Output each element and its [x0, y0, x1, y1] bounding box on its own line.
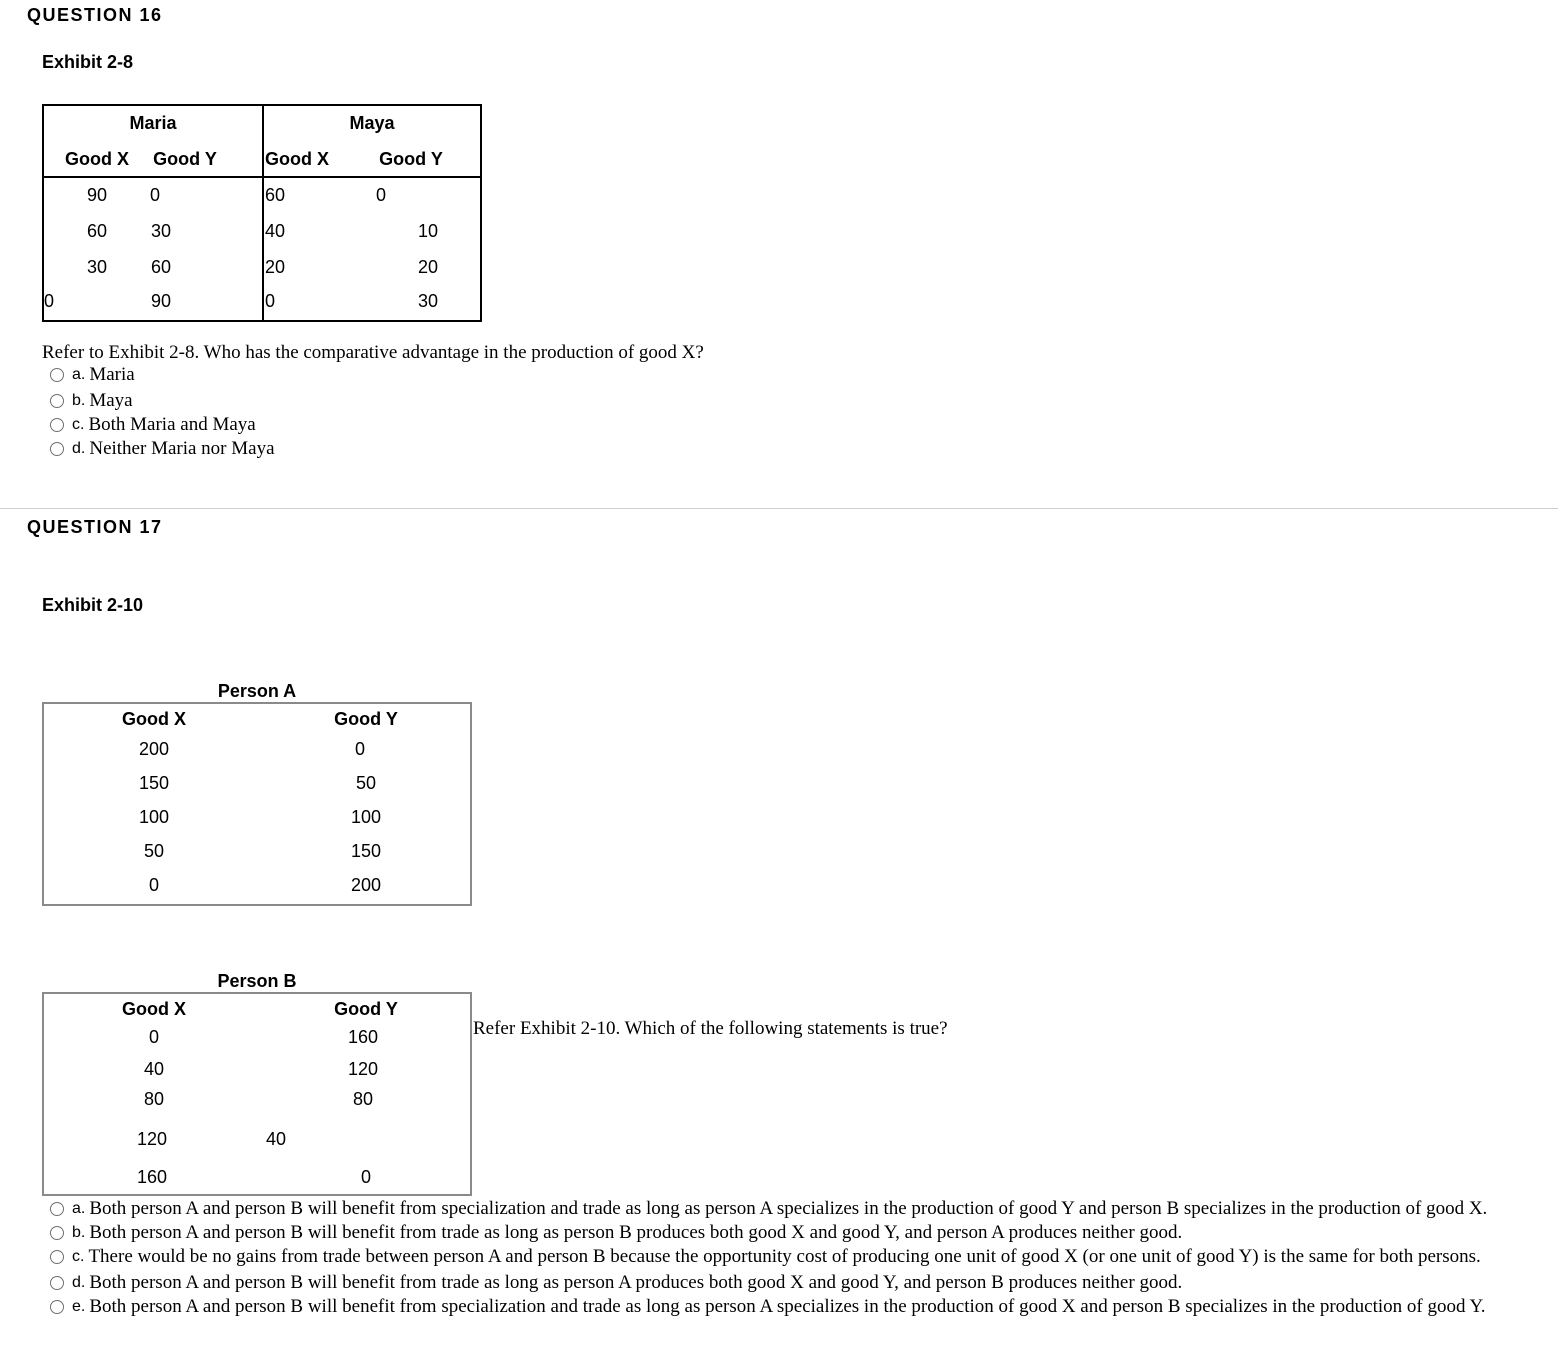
table-cell: 50: [143, 841, 165, 861]
table-cell: 20: [265, 257, 286, 277]
exhibit-2-8-column-divider: [262, 104, 264, 322]
person-b-table: [42, 992, 472, 1196]
table-cell: 40: [265, 221, 286, 241]
maya-good-x-header: Good X: [265, 149, 329, 169]
q17-option-a[interactable]: [50, 1198, 1487, 1220]
option-letter: c.: [72, 1248, 85, 1265]
option-letter: b.: [72, 1224, 86, 1241]
table-cell: 80: [352, 1089, 374, 1109]
table-cell: 20: [417, 257, 439, 277]
radio-button-icon[interactable]: [50, 368, 64, 382]
table-cell: 160: [347, 1027, 379, 1047]
maria-good-y-header: Good Y: [153, 149, 217, 169]
option-letter: d.: [72, 1274, 86, 1291]
q17-option-c[interactable]: [50, 1246, 1481, 1268]
table-cell: 60: [150, 257, 172, 277]
option-text: Maya: [89, 390, 133, 411]
option-letter: e.: [72, 1298, 86, 1315]
radio-button-icon[interactable]: [50, 394, 64, 408]
table-cell: 60: [86, 221, 108, 241]
person-a-good-x-header: Good X: [122, 709, 186, 729]
radio-button-icon[interactable]: [50, 1250, 64, 1264]
table-cell: 40: [143, 1059, 165, 1079]
q16-option-a[interactable]: [50, 364, 135, 386]
option-letter: a.: [72, 1200, 86, 1217]
maria-good-x-header: Good X: [65, 149, 129, 169]
radio-button-icon[interactable]: [50, 418, 64, 432]
table-cell: 200: [138, 739, 170, 759]
maya-header: Maya: [349, 113, 395, 133]
table-cell: 10: [417, 221, 439, 241]
table-cell: 40: [265, 1129, 287, 1149]
table-cell: 80: [143, 1089, 165, 1109]
table-cell: 50: [355, 773, 377, 793]
table-cell: 90: [150, 291, 172, 311]
table-cell: 30: [86, 257, 108, 277]
table-cell: 120: [347, 1059, 379, 1079]
option-letter: a.: [72, 366, 86, 383]
person-a-good-y-header: Good Y: [334, 709, 398, 729]
person-a-table: [42, 702, 472, 906]
radio-button-icon[interactable]: [50, 1226, 64, 1240]
q16-option-b[interactable]: [50, 390, 133, 412]
table-cell: 0: [44, 291, 55, 311]
table-cell: 150: [138, 773, 170, 793]
maria-header: Maria: [129, 113, 177, 133]
option-text: Maria: [89, 364, 135, 385]
option-text: Both person A and person B will benefit from specialization and trade as long as person A specializes in the production of good X and person B specializes in the production of good Y.: [89, 1296, 1486, 1317]
exhibit-2-8-header-divider: [42, 176, 482, 178]
table-cell: 200: [350, 875, 382, 895]
question-17-text: Refer Exhibit 2-10. Which of the following statements is true?: [473, 1018, 948, 1039]
radio-button-icon[interactable]: [50, 1202, 64, 1216]
q17-option-e[interactable]: [50, 1296, 1486, 1318]
q16-option-c[interactable]: [50, 414, 256, 436]
radio-button-icon[interactable]: [50, 1300, 64, 1314]
option-letter: d.: [72, 440, 86, 457]
radio-button-icon[interactable]: [50, 1276, 64, 1290]
q17-option-b[interactable]: [50, 1222, 1182, 1244]
question-17-heading: QUESTION 17: [27, 517, 163, 537]
table-cell: 0: [148, 875, 160, 895]
q16-option-d[interactable]: [50, 438, 275, 460]
person-b-good-y-header: Good Y: [334, 999, 398, 1019]
exhibit-2-8-title: Exhibit 2-8: [42, 52, 134, 72]
table-cell: 100: [350, 807, 382, 827]
table-cell: 120: [136, 1129, 168, 1149]
option-letter: b.: [72, 392, 86, 409]
option-text: Both person A and person B will benefit from specialization and trade as long as person A specializes in the production of good Y and person B specializes in the production of good X.: [89, 1198, 1488, 1219]
option-text: Both Maria and Maya: [88, 414, 256, 435]
table-cell: 160: [136, 1167, 168, 1187]
table-cell: 90: [86, 185, 108, 205]
table-cell: 100: [138, 807, 170, 827]
question-16-heading: QUESTION 16: [27, 5, 163, 25]
question-divider: [0, 508, 1558, 509]
table-cell: 150: [350, 841, 382, 861]
table-cell: 0: [360, 1167, 372, 1187]
radio-button-icon[interactable]: [50, 442, 64, 456]
option-text: Neither Maria nor Maya: [89, 438, 275, 459]
table-cell: 0: [148, 1027, 160, 1047]
option-text: There would be no gains from trade between person A and person B because the opportunity cost of producing one unit of good X (or one unit of good Y) is the same for both persons.: [88, 1246, 1481, 1267]
person-b-good-x-header: Good X: [122, 999, 186, 1019]
table-cell: 0: [265, 291, 276, 311]
table-cell: 30: [417, 291, 439, 311]
table-cell: 0: [375, 185, 387, 205]
option-text: Both person A and person B will benefit from trade as long as person A produces both good X and good Y, and person B produces neither good.: [89, 1272, 1183, 1293]
option-text: Both person A and person B will benefit from trade as long as person B produces both good X and good Y, and person A produces neither good.: [89, 1222, 1183, 1243]
exhibit-2-10-title: Exhibit 2-10: [42, 595, 144, 615]
table-cell: 0: [354, 739, 366, 759]
table-cell: 30: [150, 221, 172, 241]
maya-good-y-header: Good Y: [379, 149, 443, 169]
person-a-title: Person A: [217, 681, 297, 701]
q17-option-d[interactable]: [50, 1272, 1182, 1294]
table-cell: 0: [149, 185, 161, 205]
question-16-text: Refer to Exhibit 2-8. Who has the comparative advantage in the production of good X?: [42, 342, 704, 363]
table-cell: 60: [265, 185, 286, 205]
person-b-title: Person B: [217, 971, 297, 991]
option-letter: c.: [72, 416, 85, 433]
